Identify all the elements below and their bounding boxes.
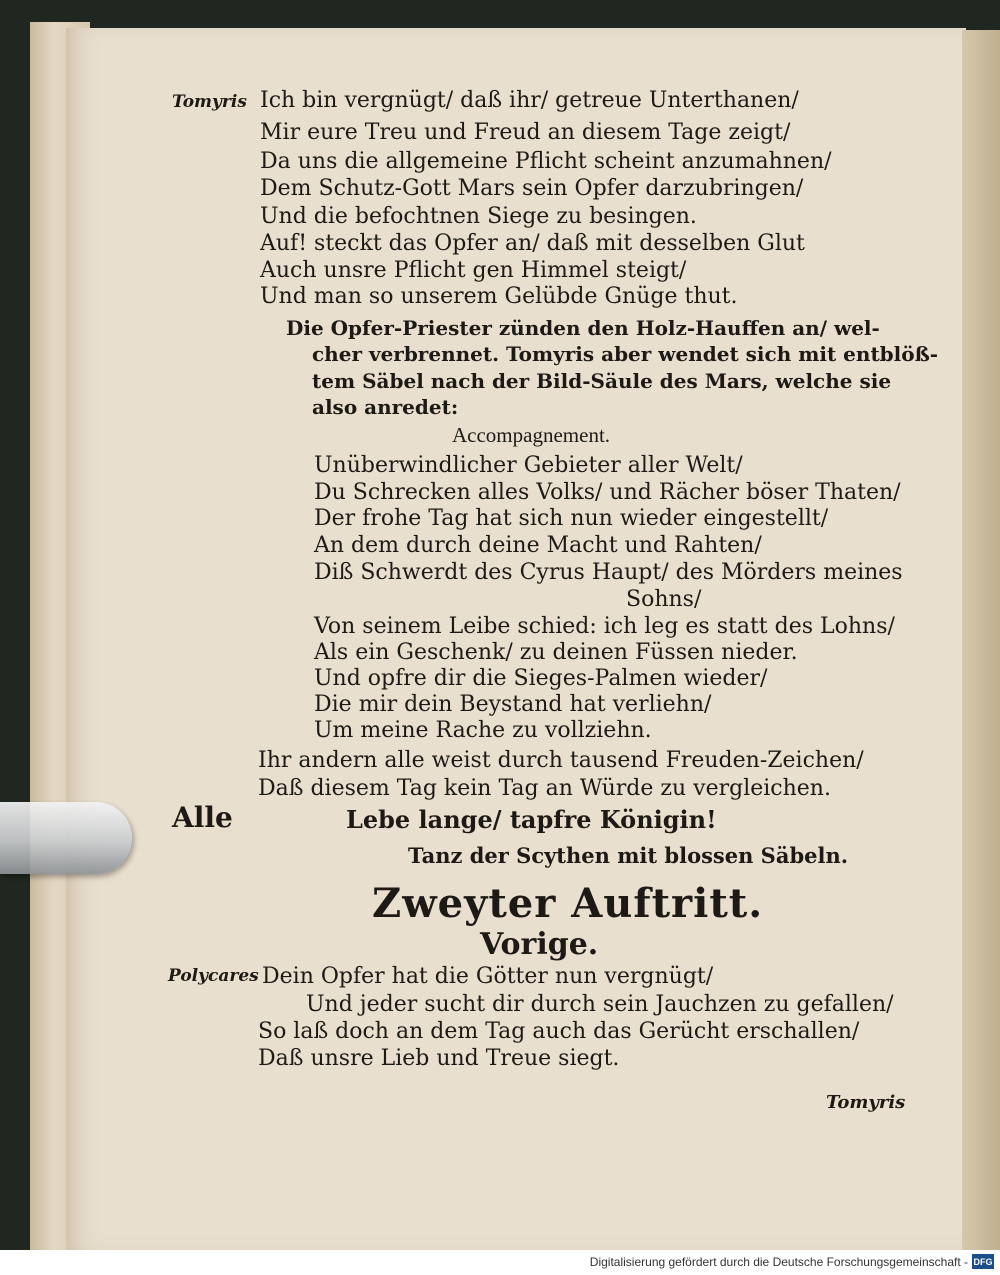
dfg-logo: DFG (972, 1254, 994, 1269)
speaker-label: Tomyris (172, 92, 247, 112)
section-label: Accompagnement. (452, 423, 611, 447)
verse-line: Von seinem Leibe schied: ich leg es statt des Lohns/ (314, 614, 895, 639)
verse-line: Daß diesem Tag kein Tag an Würde zu vergleichen. (258, 776, 831, 801)
verse-line: Auf! steckt das Opfer an/ daß mit desselben Glut (260, 231, 805, 256)
verse-line: Um meine Rache zu vollziehn. (314, 718, 652, 743)
verse-line: An dem durch deine Macht und Rahten/ (314, 533, 762, 558)
stage-direction: cher verbrennet. Tomyris aber wendet sich mit entblöß- (312, 342, 939, 366)
catchword: Tomyris (826, 1092, 906, 1113)
verse-line: Sohns/ (626, 587, 702, 612)
verse-line: Mir eure Treu und Freud an diesem Tage zeigt/ (260, 120, 791, 145)
scene-subheading: Vorige. (480, 927, 599, 962)
verse-line: Diß Schwerdt des Cyrus Haupt/ des Mörders meines (314, 560, 903, 585)
verse-line: Unüberwindlicher Gebieter aller Welt/ (314, 453, 743, 478)
stage-direction: also anredet: (312, 395, 459, 419)
verse-line: Dem Schutz-Gott Mars sein Opfer darzubringen/ (260, 176, 804, 201)
verse-line: Als ein Geschenk/ zu deinen Füssen nieder. (314, 640, 798, 665)
verse-line: Und opfre dir die Sieges-Palmen wieder/ (314, 666, 768, 691)
verse-line: Und man so unserem Gelübde Gnüge thut. (260, 284, 738, 309)
verse-line: Der frohe Tag hat sich nun wieder eingestellt/ (314, 506, 829, 531)
verse-line: Und die befochtnen Siege zu besingen. (260, 204, 697, 229)
stage-direction: Tanz der Scythen mit blossen Säbeln. (408, 843, 849, 868)
stage-direction: Die Opfer-Priester zünden den Holz-Hauffen an/ wel- (286, 316, 880, 340)
verse-line: Auch unsre Pflicht gen Himmel steigt/ (260, 258, 687, 283)
verse-line: Die mir dein Beystand hat verliehn/ (314, 692, 712, 717)
verse-line: Daß unsre Lieb und Treue siegt. (258, 1046, 620, 1071)
verse-line: So laß doch an dem Tag auch das Gerücht erschallen/ (258, 1019, 860, 1044)
page-edge-right (962, 30, 1000, 1250)
verse-line: Und jeder sucht dir durch sein Jauchzen zu gefallen/ (306, 992, 894, 1017)
verse-line: Lebe lange/ tapfre Königin! (346, 805, 717, 834)
speaker-label: Alle (172, 801, 233, 834)
verse-line: Dein Opfer hat die Götter nun vergnügt/ (262, 964, 714, 989)
stage-direction: tem Säbel nach der Bild-Säule des Mars, welche sie (312, 369, 892, 393)
verse-line: Da uns die allgemeine Pflicht scheint anzumahnen/ (260, 149, 832, 174)
verse-line: Ihr andern alle weist durch tausend Freuden-Zeichen/ (258, 748, 864, 773)
scene-heading: Zweyter Auftritt. (372, 880, 764, 927)
verse-line: Du Schrecken alles Volks/ und Rächer böser Thaten/ (314, 480, 901, 505)
verse-line: Ich bin vergnügt/ daß ihr/ getreue Unterthanen/ (260, 88, 799, 113)
speaker-label: Polycares (168, 966, 259, 986)
footer-credit: Digitalisierung gefördert durch die Deutsche Forschungsgemeinschaft - (589, 1255, 968, 1269)
book-clip (0, 802, 132, 874)
